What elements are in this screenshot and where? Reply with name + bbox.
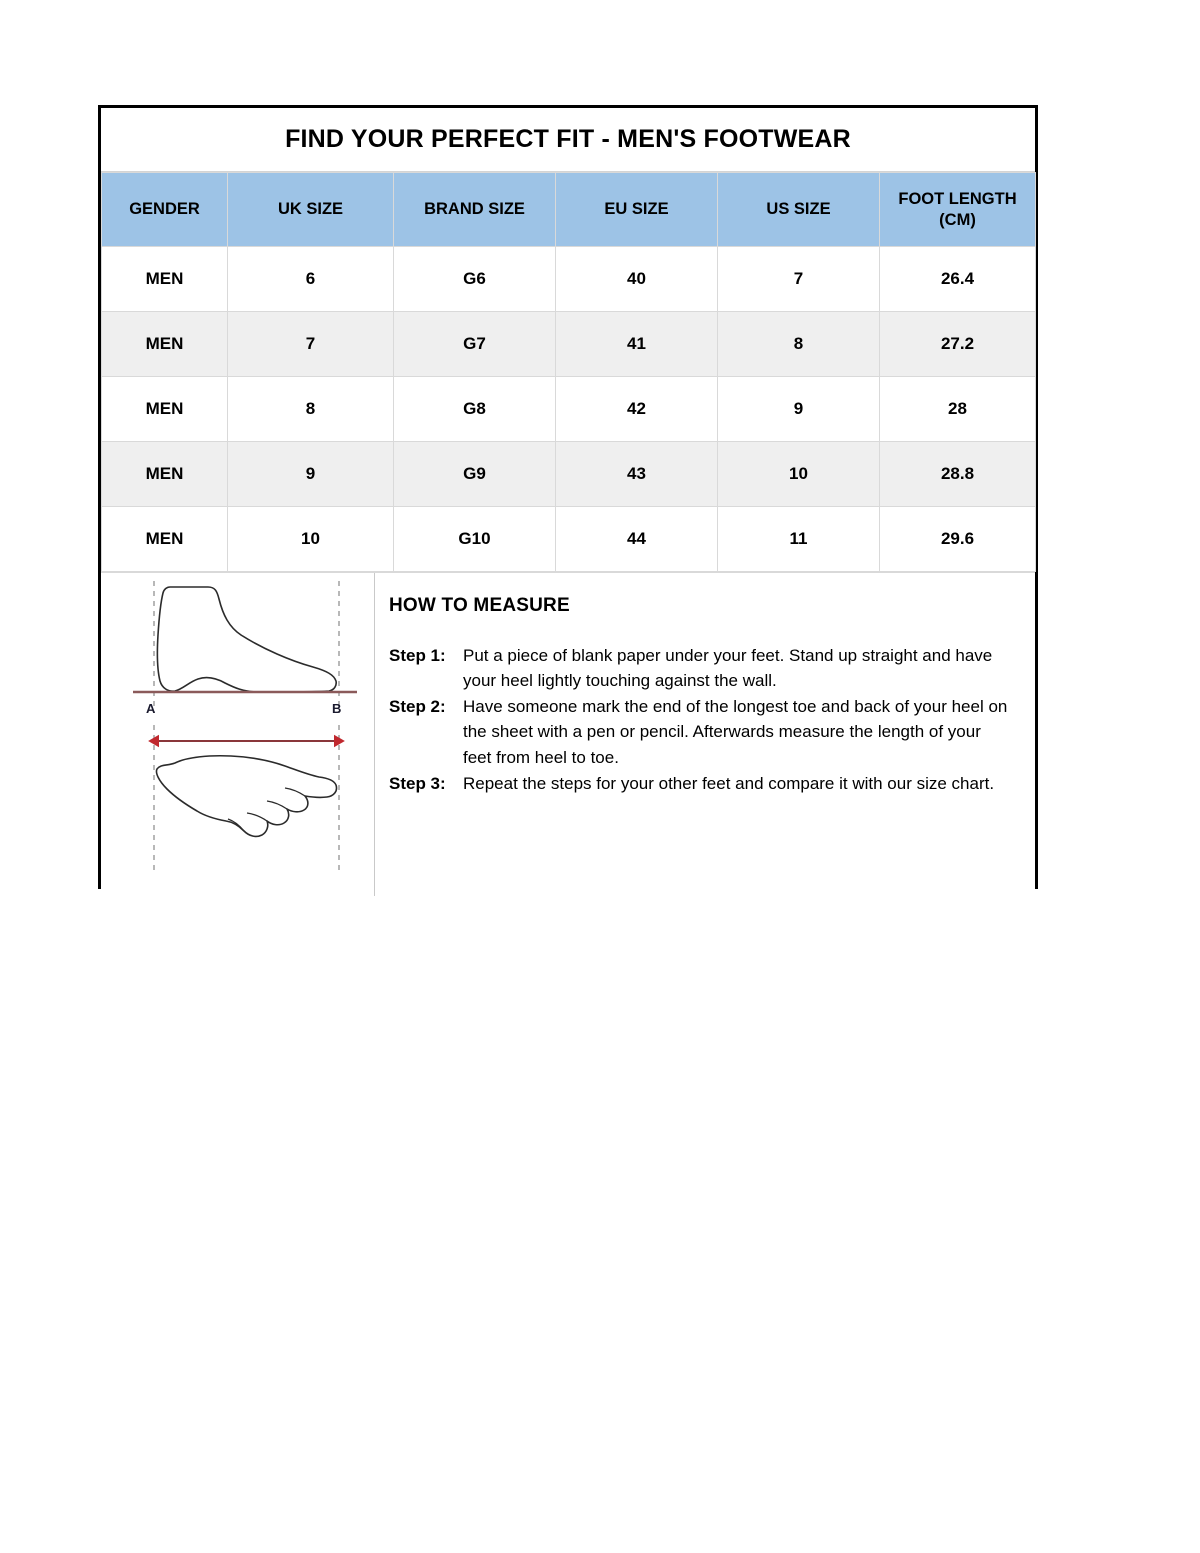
step-text: Put a piece of blank paper under your feet. Stand up straight and have your heel lightly touching against the wall. (463, 646, 993, 691)
foot-side-outline (157, 587, 336, 692)
cell-foot-length: 27.2 (880, 312, 1036, 377)
cell-uk-size: 9 (228, 442, 394, 507)
step-label: Step 2: (389, 697, 446, 717)
size-chart-frame (98, 105, 1038, 889)
column-header-uk-size (228, 173, 394, 247)
cell-eu-size: 44 (556, 507, 718, 572)
cell-uk-size: 8 (228, 377, 394, 442)
cell-eu-size: 40 (556, 247, 718, 312)
table-row (102, 247, 1036, 312)
measure-step (389, 694, 1011, 769)
column-header-us-size (718, 173, 880, 247)
measure-step (389, 643, 1011, 693)
foot-measurement-diagram (113, 573, 363, 893)
page-title: FIND YOUR PERFECT FIT - MEN'S FOOTWEAR (285, 125, 851, 153)
cell-brand-size: G7 (394, 312, 556, 377)
column-header-eu-size (556, 173, 718, 247)
column-header-brand-size-line1: BRAND SIZE (424, 200, 525, 219)
step-text: Repeat the steps for your other feet and compare it with our size chart. (463, 773, 995, 793)
cell-gender: MEN (102, 312, 228, 377)
cell-eu-size: 41 (556, 312, 718, 377)
column-header-foot-length-line2: (CM) (939, 210, 976, 229)
marker-label-b: B (332, 701, 342, 716)
column-header-brand-size (394, 173, 556, 247)
step-text: Have someone mark the end of the longest toe and back of your heel on the sheet with a pen or pencil. Afterwards measure the length of your feet from heel to toe. (463, 697, 1008, 767)
chart-title-row (101, 108, 1035, 172)
cell-us-size: 7 (718, 247, 880, 312)
cell-brand-size: G6 (394, 247, 556, 312)
cell-gender: MEN (102, 442, 228, 507)
cell-foot-length: 28 (880, 377, 1036, 442)
column-header-us-size-line1: US SIZE (766, 200, 831, 219)
table-body (102, 247, 1036, 572)
cell-brand-size: G10 (394, 507, 556, 572)
column-header-uk-size-line1: UK SIZE (277, 200, 344, 219)
marker-label-a: A (146, 701, 156, 716)
cell-uk-size: 10 (228, 507, 394, 572)
cell-eu-size: 42 (556, 377, 718, 442)
cell-gender: MEN (102, 507, 228, 572)
column-header-eu-size-line1: EU SIZE (604, 200, 669, 219)
cell-us-size: 11 (718, 507, 880, 572)
cell-us-size: 9 (718, 377, 880, 442)
cell-brand-size: G9 (394, 442, 556, 507)
table-row (102, 377, 1036, 442)
cell-brand-size: G8 (394, 377, 556, 442)
foot-diagram-cell (101, 573, 375, 896)
table-row (102, 442, 1036, 507)
how-to-measure-cell (375, 573, 1035, 896)
measure-panel (101, 572, 1035, 896)
size-chart-table (101, 172, 1036, 572)
cell-us-size: 10 (718, 442, 880, 507)
cell-foot-length: 26.4 (880, 247, 1036, 312)
column-header-foot-length-line1: FOOT LENGTH (898, 189, 1017, 208)
cell-us-size: 8 (718, 312, 880, 377)
cell-gender: MEN (102, 247, 228, 312)
measure-step (389, 771, 1011, 796)
table-row (102, 507, 1036, 572)
foot-top-outline (156, 756, 336, 837)
step-label: Step 3: (389, 773, 446, 793)
table-header (102, 173, 1036, 247)
table-row (102, 312, 1036, 377)
column-header-gender-line1: GENDER (129, 200, 200, 219)
column-header-gender (102, 173, 228, 247)
cell-foot-length: 29.6 (880, 507, 1036, 572)
measure-steps-list (389, 643, 1011, 796)
cell-gender: MEN (102, 377, 228, 442)
column-header-foot-length (880, 173, 1036, 247)
how-to-measure-title: HOW TO MEASURE (389, 595, 570, 616)
cell-uk-size: 7 (228, 312, 394, 377)
cell-uk-size: 6 (228, 247, 394, 312)
step-label: Step 1: (389, 646, 446, 665)
cell-foot-length: 28.8 (880, 442, 1036, 507)
cell-eu-size: 43 (556, 442, 718, 507)
table-header-row (102, 173, 1036, 247)
